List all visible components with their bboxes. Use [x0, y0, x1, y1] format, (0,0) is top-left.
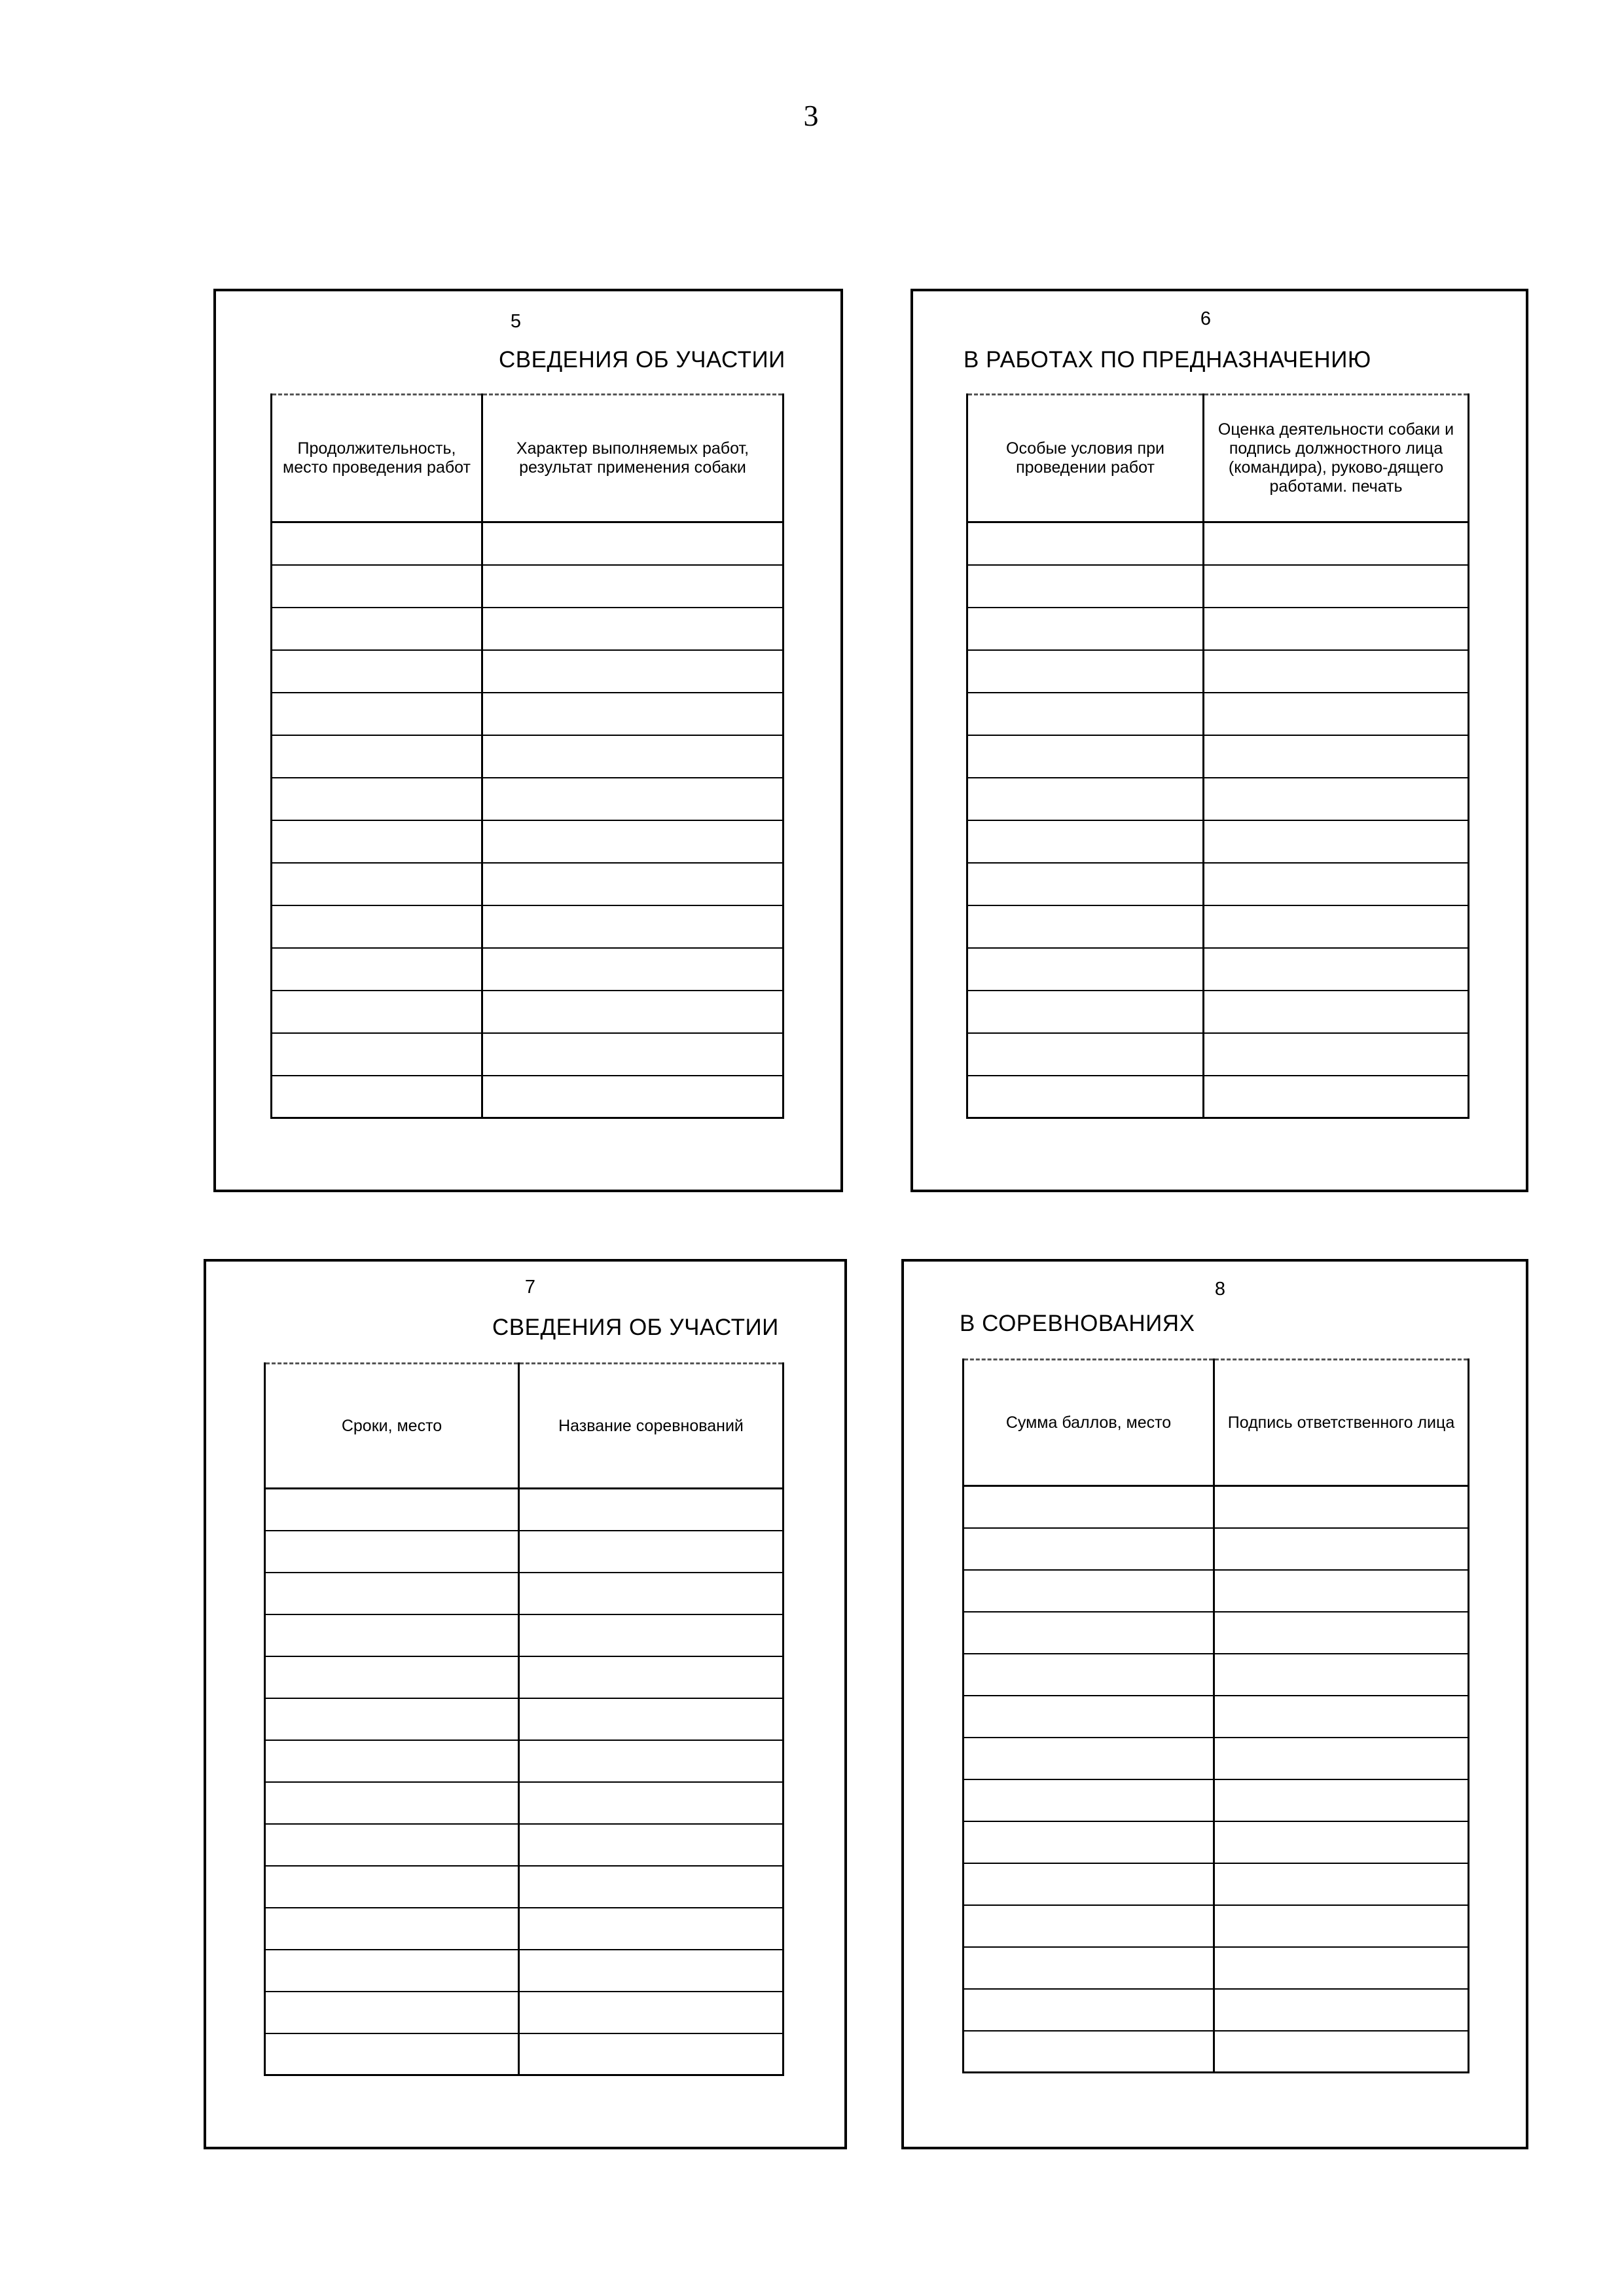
table-row: [964, 1696, 1469, 1738]
table-cell[interactable]: [519, 1698, 784, 1740]
table-cell[interactable]: [1214, 1528, 1469, 1570]
table-row: [272, 1076, 784, 1118]
table-cell[interactable]: [482, 778, 784, 820]
table-cell[interactable]: [519, 1656, 784, 1698]
table-row: [265, 2033, 784, 2075]
table-cell[interactable]: [272, 991, 482, 1033]
table-cell[interactable]: [272, 778, 482, 820]
table-cell[interactable]: [1204, 778, 1469, 820]
table-cell[interactable]: [967, 565, 1204, 608]
table-row: [265, 1824, 784, 1866]
table-cell[interactable]: [1204, 863, 1469, 905]
table-cell[interactable]: [967, 905, 1204, 948]
table-cell[interactable]: [967, 820, 1204, 863]
table-cell[interactable]: [265, 1656, 519, 1698]
table-row: [272, 735, 784, 778]
table-cell[interactable]: [272, 522, 482, 565]
table-cell[interactable]: [519, 1489, 784, 1531]
table-cell[interactable]: [482, 693, 784, 735]
table-cell[interactable]: [519, 1866, 784, 1908]
table-cell[interactable]: [1204, 1076, 1469, 1118]
table-cell[interactable]: [1214, 1821, 1469, 1863]
table-cell[interactable]: [482, 991, 784, 1033]
table-row: [272, 948, 784, 991]
table-row: [265, 1531, 784, 1573]
table-cell[interactable]: [964, 1696, 1214, 1738]
table-cell[interactable]: [272, 735, 482, 778]
participation-works-table-right: [966, 393, 1469, 1119]
table-cell[interactable]: [1214, 1779, 1469, 1821]
table-cell[interactable]: [272, 863, 482, 905]
table-cell[interactable]: [482, 948, 784, 991]
table-row: [967, 1076, 1469, 1118]
table-cell[interactable]: [482, 820, 784, 863]
table-cell[interactable]: [482, 608, 784, 650]
table-cell[interactable]: [272, 608, 482, 650]
table-cell[interactable]: [1214, 1947, 1469, 1989]
table-row: [964, 1989, 1469, 2031]
table-row: [272, 693, 784, 735]
table-row: [964, 1863, 1469, 1905]
table-cell[interactable]: [967, 608, 1204, 650]
table-cell[interactable]: [519, 1740, 784, 1782]
participation-competitions-table-left: [264, 1362, 784, 2076]
table-row: [265, 1950, 784, 1992]
table-cell[interactable]: [519, 1614, 784, 1656]
table-cell[interactable]: [1204, 991, 1469, 1033]
column-header: Характер выполняемых работ, результат применения собаки: [482, 395, 784, 522]
table-cell[interactable]: [964, 1905, 1214, 1947]
table-row: [272, 905, 784, 948]
table-cell[interactable]: [967, 948, 1204, 991]
table-row: [964, 1905, 1469, 1947]
table-cell[interactable]: [482, 1033, 784, 1076]
table-row: [265, 1489, 784, 1531]
table-row: [967, 608, 1469, 650]
table-cell[interactable]: [265, 1489, 519, 1531]
table-row: [967, 991, 1469, 1033]
table-cell[interactable]: [964, 1989, 1214, 2031]
table-cell[interactable]: [519, 1992, 784, 2033]
table-cell[interactable]: [482, 650, 784, 693]
table-cell[interactable]: [1204, 820, 1469, 863]
column-header: Оценка деятельности собаки и подпись должностного лица (командира), руково-дящего работами. печать: [1204, 395, 1469, 522]
table-cell[interactable]: [482, 522, 784, 565]
table-cell[interactable]: [964, 1528, 1214, 1570]
table-cell[interactable]: [964, 1612, 1214, 1654]
form-page-number: 8: [1214, 1279, 1226, 1300]
table-cell[interactable]: [1204, 905, 1469, 948]
table-cell[interactable]: [272, 905, 482, 948]
table-cell[interactable]: [272, 948, 482, 991]
table-row: [964, 1654, 1469, 1696]
table-cell[interactable]: [265, 1866, 519, 1908]
table-cell[interactable]: [1204, 693, 1469, 735]
table-cell[interactable]: [1214, 1486, 1469, 1528]
column-header: Название соревнований: [519, 1364, 784, 1489]
table-cell[interactable]: [964, 1738, 1214, 1779]
table-row: [967, 650, 1469, 693]
table-row: [964, 1738, 1469, 1779]
table-cell[interactable]: [1214, 1863, 1469, 1905]
table-cell[interactable]: [1214, 1738, 1469, 1779]
table-cell[interactable]: [519, 1573, 784, 1614]
table-cell[interactable]: [272, 1076, 482, 1118]
table-cell[interactable]: [1204, 608, 1469, 650]
table-cell[interactable]: [964, 2031, 1214, 2073]
table-cell[interactable]: [272, 693, 482, 735]
table-cell[interactable]: [265, 2033, 519, 2075]
table-cell[interactable]: [1214, 1696, 1469, 1738]
table-row: [272, 778, 784, 820]
table-cell[interactable]: [964, 1570, 1214, 1612]
table-cell[interactable]: [265, 1740, 519, 1782]
table-row: [265, 1992, 784, 2033]
table-cell[interactable]: [967, 650, 1204, 693]
table-row: [265, 1573, 784, 1614]
table-row: [265, 1740, 784, 1782]
form-page-number: 7: [524, 1277, 536, 1298]
table-cell[interactable]: [964, 1863, 1214, 1905]
table-cell[interactable]: [967, 522, 1204, 565]
table-row: [967, 693, 1469, 735]
table-cell[interactable]: [519, 1950, 784, 1992]
form-page-number: 6: [1200, 308, 1212, 329]
form-heading: СВЕДЕНИЯ ОБ УЧАСТИИ: [492, 1315, 779, 1340]
table-cell[interactable]: [964, 1947, 1214, 1989]
participation-works-table-left: [270, 393, 784, 1119]
table-row: [964, 1779, 1469, 1821]
table-cell[interactable]: [1204, 650, 1469, 693]
table-cell[interactable]: [482, 565, 784, 608]
form-heading: В СОРЕВНОВАНИЯХ: [960, 1311, 1195, 1336]
table-row: [967, 778, 1469, 820]
table-cell[interactable]: [519, 2033, 784, 2075]
table-row: [967, 948, 1469, 991]
table-row: [964, 1486, 1469, 1528]
table-cell[interactable]: [1214, 1654, 1469, 1696]
table-cell[interactable]: [272, 650, 482, 693]
table-cell[interactable]: [519, 1782, 784, 1824]
table-cell[interactable]: [482, 905, 784, 948]
table-cell[interactable]: [265, 1908, 519, 1950]
table-cell[interactable]: [964, 1654, 1214, 1696]
table-row: [967, 1033, 1469, 1076]
table-cell[interactable]: [265, 1573, 519, 1614]
column-header: Продолжительность, место проведения работ: [272, 395, 482, 522]
table-cell[interactable]: [265, 1614, 519, 1656]
table-cell[interactable]: [265, 1992, 519, 2033]
table-cell[interactable]: [1214, 1905, 1469, 1947]
table-row: [272, 820, 784, 863]
table-cell[interactable]: [265, 1824, 519, 1866]
table-row: [967, 905, 1469, 948]
table-row: [967, 820, 1469, 863]
column-header: Сумма баллов, место: [964, 1360, 1214, 1486]
table-row: [964, 1570, 1469, 1612]
table-cell[interactable]: [1204, 522, 1469, 565]
table-row: [964, 1612, 1469, 1654]
table-cell[interactable]: [519, 1531, 784, 1573]
table-row: [265, 1614, 784, 1656]
table-row: [272, 863, 784, 905]
page-number: 3: [803, 99, 819, 132]
participation-competitions-table-right: [962, 1358, 1469, 2073]
table-cell[interactable]: [265, 1698, 519, 1740]
table-row: [964, 1821, 1469, 1863]
table-cell[interactable]: [967, 1033, 1204, 1076]
table-row: [967, 735, 1469, 778]
table-cell[interactable]: [519, 1908, 784, 1950]
table-row: [265, 1656, 784, 1698]
table-cell[interactable]: [265, 1782, 519, 1824]
table-cell[interactable]: [265, 1950, 519, 1992]
table-row: [272, 522, 784, 565]
table-cell[interactable]: [967, 778, 1204, 820]
table-cell[interactable]: [1214, 2031, 1469, 2073]
table-row: [272, 565, 784, 608]
table-cell[interactable]: [967, 735, 1204, 778]
table-cell[interactable]: [272, 820, 482, 863]
table-row: [265, 1698, 784, 1740]
table-row: [964, 1947, 1469, 1989]
column-header: Сроки, место: [265, 1364, 519, 1489]
table-cell[interactable]: [272, 565, 482, 608]
table-cell[interactable]: [1214, 1570, 1469, 1612]
form-heading: В РАБОТАХ ПО ПРЕДНАЗНАЧЕНИЮ: [964, 347, 1371, 373]
table-cell[interactable]: [519, 1824, 784, 1866]
table-cell[interactable]: [964, 1486, 1214, 1528]
table-row: [272, 1033, 784, 1076]
table-cell[interactable]: [272, 1033, 482, 1076]
table-cell[interactable]: [482, 1076, 784, 1118]
table-row: [964, 1528, 1469, 1570]
table-row: [265, 1908, 784, 1950]
table-cell[interactable]: [967, 1076, 1204, 1118]
table-cell[interactable]: [1214, 1989, 1469, 2031]
table-cell[interactable]: [482, 863, 784, 905]
table-row: [967, 863, 1469, 905]
table-cell[interactable]: [1204, 948, 1469, 991]
table-cell[interactable]: [967, 693, 1204, 735]
table-row: [272, 608, 784, 650]
table-cell[interactable]: [1204, 1033, 1469, 1076]
column-header: Подпись ответственного лица: [1214, 1360, 1469, 1486]
table-row: [967, 522, 1469, 565]
table-cell[interactable]: [964, 1779, 1214, 1821]
table-cell[interactable]: [1214, 1612, 1469, 1654]
table-row: [265, 1866, 784, 1908]
table-cell[interactable]: [967, 991, 1204, 1033]
table-row: [272, 650, 784, 693]
form-heading: СВЕДЕНИЯ ОБ УЧАСТИИ: [499, 347, 785, 373]
table-cell[interactable]: [265, 1531, 519, 1573]
table-row: [967, 565, 1469, 608]
table-row: [964, 2031, 1469, 2073]
table-row: [272, 991, 784, 1033]
table-cell[interactable]: [964, 1821, 1214, 1863]
column-header: Особые условия при проведении работ: [967, 395, 1204, 522]
table-cell[interactable]: [1204, 565, 1469, 608]
table-cell[interactable]: [967, 863, 1204, 905]
table-row: [265, 1782, 784, 1824]
table-cell[interactable]: [1204, 735, 1469, 778]
table-cell[interactable]: [482, 735, 784, 778]
form-page-number: 5: [510, 311, 522, 332]
